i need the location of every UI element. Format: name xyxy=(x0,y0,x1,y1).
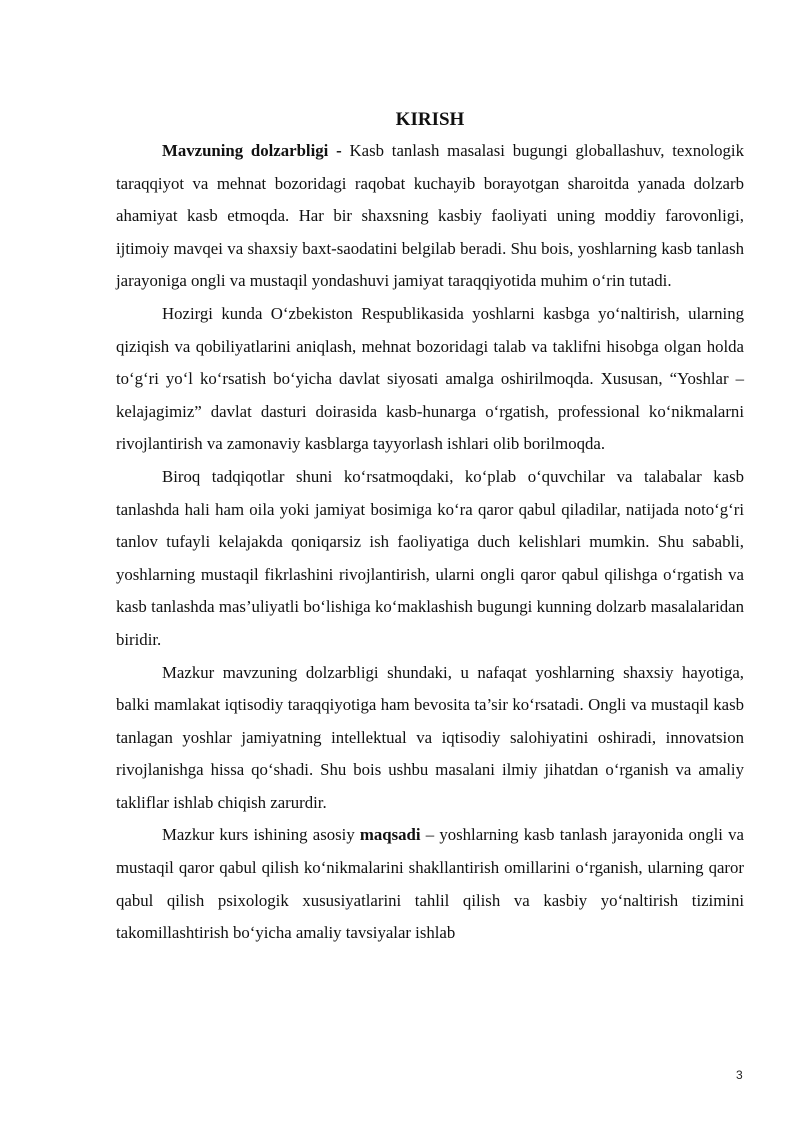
paragraph-goal xyxy=(116,819,744,949)
paragraph-research: Biroq tadqiqotlar shuni koʻrsatmoqdaki, koʻplab oʻquvchilar va talabalar kasb tanlashda hali ham oila yoki jamiyat bosimiga koʻra qaror qabul qiladilar, natijada notoʻgʻri tanlov tufayli kelajakda qoniqarsiz ish faoliyatiga duch kelishlari mumkin. Shu sababli, yoshlarning mustaqil fikrlashini rivojlantirish, ularni ongli qaror qabul qilishga oʻrgatish va kasb tanlashda mas’uliyatli boʻlishiga koʻmaklashish bugungi kunning dolzarb masalalaridan biridir. xyxy=(116,466,744,649)
paragraph-text: Mazkur kurs ishining asosiy xyxy=(162,825,360,845)
paragraph-relevance xyxy=(116,135,744,298)
goal-emphasis: maqsadi xyxy=(359,825,421,845)
paragraph-state-policy: Hozirgi kunda Oʻzbekiston Respublikasida yoshlarni kasbga yoʻnaltirish, ularning qiziqish va qobiliyatlarini aniqlash, mehnat bozoridagi talab va taklifni hisobga olgan holda toʻgʻri yoʻl koʻrsatish boʻyicha davlat siyosati amalga oshirilmoqda. Xususan, “Yoshlar – kelajagimiz” davlat dasturi doirasida kasb-hunarga oʻrgatish, professional koʻnikmalarni rivojlantirish va zamonaviy kasblarga tayyorlash ishlari olib borilmoqda. xyxy=(116,303,744,454)
paragraph-text: Kasb tanlash masalasi bugungi globallashuv, texnologik taraqqiyot va mehnat bozoridagi raqobat kuchayib borayotgan sharoitda yanada dolzarb ahamiyat kasb etmoqda. Har bir shaxsning kasbiy faoliyati uning moddiy farovonligi, ijtimoiy mavqei va shaxsiy baxt-saodatini belgilab beradi. Shu bois, yoshlarning kasb tanlash jarayoniga ongli va mustaqil yondashuvi jamiyat taraqqiyotida muhim oʻrin tutadi. xyxy=(116,141,744,291)
section-heading: KIRISH xyxy=(395,109,465,130)
paragraph-significance: Mazkur mavzuning dolzarbligi shundaki, u nafaqat yoshlarning shaxsiy hayotiga, balki mamlakat iqtisodiy taraqqiyotiga ham bevosita ta’sir koʻrsatadi. Ongli va mustaqil kasb tanlagan yoshlar jamiyatning intellektual va iqtisodiy salohiyatini oshiradi, innovatsion rivojlanishga hissa qoʻshadi. Shu bois ushbu masalani ilmiy jihatdan oʻrganish va amaliy takliflar ishlab chiqish zarurdir. xyxy=(116,662,744,812)
document-page xyxy=(116,107,744,950)
paragraph-text: – yoshlarning kasb tanlash jarayonida ongli va mustaqil qaror qabul qilish koʻnikmalarini shakllantirish omillarini oʻrganish, ularning qaror qabul qilish psixologik xususiyatlarini tahlil qilish va kasbiy yoʻnaltirish tizimini takomillashtirish boʻyicha amaliy tavsiyalar ishlab xyxy=(116,825,744,943)
paragraph-lead: Mavzuning dolzarbligi - xyxy=(162,141,342,160)
page-number: 3 xyxy=(736,1068,743,1082)
